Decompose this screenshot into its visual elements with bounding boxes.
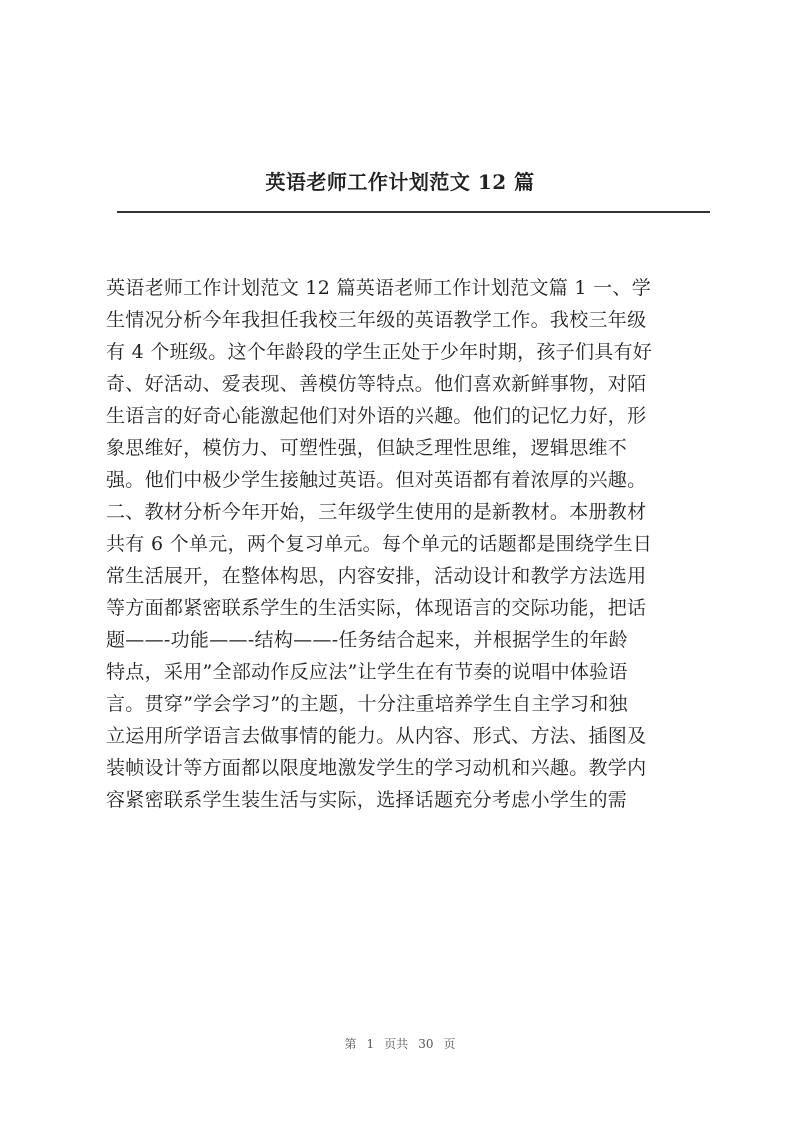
body-line: 立运用所学语言去做事情的能力。从内容、形式、方法、插图及 xyxy=(106,725,647,747)
document-body xyxy=(106,272,706,816)
body-line: 言。贯穿”学会学习”的主题，十分注重培养学生自主学习和独 xyxy=(106,693,628,715)
footer-suffix: 页 xyxy=(443,1037,456,1051)
body-line: 容紧密联系学生装生活与实际，选择话题充分考虑小学生的需 xyxy=(106,789,628,811)
body-line: 特点，采用”全部动作反应法”让学生在有节奏的说唱中体验语 xyxy=(106,661,628,683)
page-footer xyxy=(0,1035,800,1052)
body-line: 有 4 个班级。这个年龄段的学生正处于少年时期，孩子们具有好 xyxy=(106,341,653,363)
body-line: 常生活展开，在整体构思，内容安排，活动设计和教学方法选用 xyxy=(106,565,647,587)
body-line: 共有 6 个单元，两个复习单元。每个单元的话题都是围绕学生日 xyxy=(106,533,653,555)
footer-middle: 页共 xyxy=(384,1037,409,1051)
body-line: 等方面都紧密联系学生的生活实际，体现语言的交际功能，把话 xyxy=(106,597,647,619)
body-line: 装帧设计等方面都以限度地激发学生的学习动机和兴趣。教学内 xyxy=(106,757,647,779)
title-divider xyxy=(117,211,710,213)
footer-page-number: 1 xyxy=(366,1037,375,1051)
body-line: 强。他们中极少学生接触过英语。但对英语都有着浓厚的兴趣。 xyxy=(106,469,647,491)
footer-total-pages: 30 xyxy=(418,1037,434,1051)
body-line: 生情况分析今年我担任我校三年级的英语教学工作。我校三年级 xyxy=(106,309,647,331)
body-line: 奇、好活动、爱表现、善模仿等特点。他们喜欢新鲜事物，对陌 xyxy=(106,373,647,395)
body-line: 二、教材分析今年开始，三年级学生使用的是新教材。本册教材 xyxy=(106,501,647,523)
body-line: 象思维好，模仿力、可塑性强，但缺乏理性思维，逻辑思维不 xyxy=(106,437,628,459)
body-line: 生语言的好奇心能激起他们对外语的兴趣。他们的记忆力好，形 xyxy=(106,405,647,427)
body-line: 英语老师工作计划范文 12 篇英语老师工作计划范文篇 1 一、学 xyxy=(106,277,652,299)
footer-prefix: 第 xyxy=(344,1037,357,1051)
document-title: 英语老师工作计划范文 12 篇 xyxy=(265,170,535,194)
body-line: 题——-功能——-结构——-任务结合起来，并根据学生的年龄 xyxy=(106,629,628,651)
